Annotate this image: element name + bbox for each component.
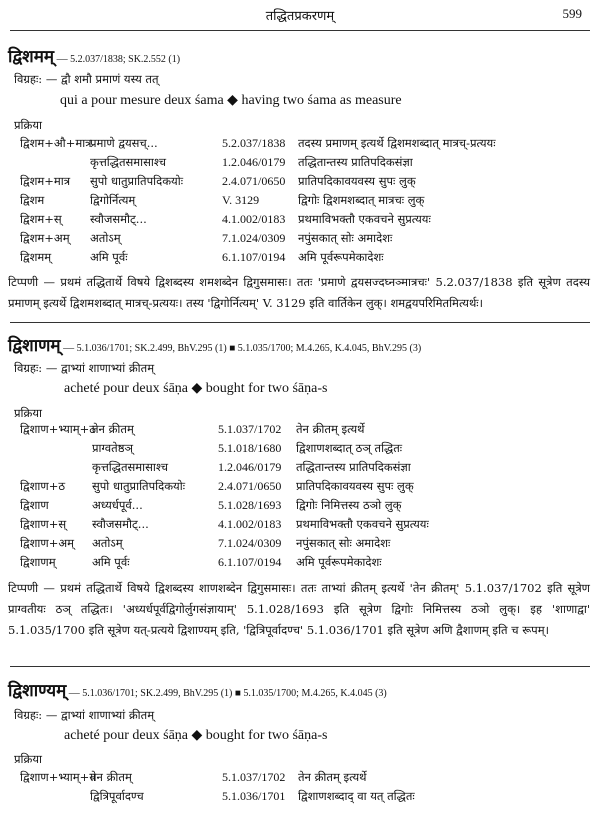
source-refs: 5.1.036/1701; SK.2.499, BhV.295 (1) ■ 5.1.035/1700; M.4.265, K.4.045, BhV.295 (3): [76, 343, 422, 354]
sutra-text: अतोऽम्: [92, 536, 123, 550]
prakriya-label: प्रक्रिया: [14, 118, 43, 132]
sutra-text: अतोऽम्: [90, 231, 121, 245]
entry-separator: [10, 322, 590, 323]
source-refs: 5.1.036/1701; SK.2.499, BhV.295 (1) ■ 5.1.035/1700; M.4.265, K.4.045 (3): [82, 688, 387, 699]
sutra-number: V. 3129: [222, 193, 260, 207]
sutra-number: 4.1.002/0183: [218, 517, 282, 531]
sutra-text: कृत्तद्धितसमासाश्च: [92, 460, 169, 474]
operation-note: तदस्य प्रमाणम् इत्यर्थे द्विशमशब्दात् मात्रच्-प्रत्ययः: [298, 136, 496, 150]
vigraha-line: विग्रहः: — द्वौ शमौ प्रमाणं यस्य तत्: [14, 72, 159, 86]
sutra-number: 4.1.002/0183: [222, 212, 286, 226]
operation-note: द्विगोः निमित्तस्य ठञो लुक्: [296, 498, 402, 512]
sutra-number: 7.1.024/0309: [218, 536, 282, 550]
sutra-number: 1.2.046/0179: [222, 155, 286, 169]
operation-note: अमि पूर्वरूपमेकादेशः: [298, 250, 384, 264]
vigraha-line: विग्रहः: — द्वाभ्यां शाणाभ्यां क्रीतम्: [14, 708, 155, 722]
sutra-number: 5.1.018/1680: [218, 441, 282, 455]
vigraha-label: विग्रहः: [14, 708, 39, 722]
derivation-form: द्विशाण+स्: [20, 517, 67, 531]
vigraha-text: — द्वाभ्यां शाणाभ्यां क्रीतम्: [45, 708, 155, 722]
operation-note: नपुंसकात् सोः अमादेशः: [298, 231, 393, 245]
header-rule: [10, 30, 590, 31]
headword: द्विशाणम्: [8, 336, 61, 356]
operation-note: तेन क्रीतम् इत्यर्थे: [296, 422, 365, 436]
sutra-number: 5.1.036/1701: [222, 789, 286, 803]
meaning-line: acheté pour deux śāṇa ◆ bought for two śāṇa-s: [64, 381, 328, 396]
sutra-text: अमि पूर्वः: [90, 250, 128, 264]
entry-heading: [8, 44, 180, 67]
sutra-text: द्वित्रिपूर्वादण्च: [90, 789, 144, 803]
sutra-text: तेन क्रीतम्: [92, 422, 134, 436]
operation-note: प्रथमाविभक्तौ एकवचने सुप्रत्ययः: [296, 517, 429, 531]
entry-separator: [10, 666, 590, 667]
note-paragraph: टिप्पणी — प्रथमं तद्धितार्थे विषये द्विशब्दस्य शमशब्देन द्विगुसमासः। ततः 'प्रमाणे द्वयसज्दघ्नञ्मात्रचः' 5.2.037/1838 इति सूत्रेण तदस्य प्रमाणम् इत्यर्थे द्विशमशब्दात् मात्रच्-प्रत्ययः। तस्य 'द्विगोर्नित्यम्' V. 3129 इति वार्तिकेन लुक्। शमद्वयपरिमितमित्यर्थः।: [8, 275, 590, 310]
operation-note: प्रातिपदिकावयवस्य सुपः लुक्: [298, 174, 416, 188]
sutra-text: कृत्तद्धितसमासाश्च: [90, 155, 167, 169]
operation-note: प्रथमाविभक्तौ एकवचने सुप्रत्ययः: [298, 212, 431, 226]
derivation-form: द्विशाण+अम्: [20, 536, 75, 550]
sutra-text: स्वौजसमौट्...: [92, 517, 149, 531]
meaning-line: qui a pour mesure deux śama ◆ having two śama as measure: [60, 93, 402, 108]
note-paragraph: टिप्पणी — प्रथमं तद्धितार्थे विषये द्विशब्दस्य शाणशब्देन द्विगुसमासः। ततः ताभ्यां क्रीतम् इत्यर्थे 'तेन क्रीतम्' 5.1.037/1702 इति सूत्रेण प्राग्वतीयः ठञ् तद्धितः। 'अध्यर्धपूर्वद्विगोर्लुगसंज्ञायाम्' 5.1.028/1693 इति सूत्रेण द्विगोः निमित्तस्य ठञो लुक्। इह 'शाणाद्वा' 5.1.035/1700 इति सूत्रेण यत्-प्रत्यये द्विशाण्यम् इति, 'द्वित्रिपूर्वादण्च' 5.1.036/1701 इति सूत्रेण अणि द्वैशाणम् इति च रूपम्।: [8, 581, 590, 637]
vigraha-line: विग्रहः: — द्वाभ्यां शाणाभ्यां क्रीतम्: [14, 361, 155, 375]
sutra-number: 1.2.046/0179: [218, 460, 282, 474]
derivation-form: द्विशम+अम्: [20, 231, 70, 245]
operation-note: द्विशाणशब्दात् ठञ् तद्धितः: [296, 441, 403, 455]
sutra-text: अध्यर्धपूर्व...: [92, 498, 143, 512]
meaning-line: acheté pour deux śāṇa ◆ bought for two śāṇa-s: [64, 728, 328, 743]
vigraha-label: विग्रहः: [14, 72, 39, 86]
sutra-text: सुपो धातुप्रातिपदिकयोः: [92, 479, 186, 493]
sutra-text: प्राग्वतेष्ठञ्: [92, 441, 134, 455]
sutra-number: 2.4.071/0650: [218, 479, 282, 493]
derivation-form: द्विशाणम्: [20, 555, 56, 569]
sutra-number: 5.1.037/1702: [222, 770, 286, 784]
vigraha-label: विग्रहः: [14, 361, 39, 375]
entry-heading: [8, 333, 421, 356]
operation-note: नपुंसकात् सोः अमादेशः: [296, 536, 391, 550]
page-number: 599: [562, 6, 582, 21]
vigraha-text: — द्वाभ्यां शाणाभ्यां क्रीतम्: [45, 361, 155, 375]
derivation-form: द्विशम+मात्र: [20, 174, 71, 188]
sutra-number: 6.1.107/0194: [222, 250, 286, 264]
derivation-form: द्विशम+स्: [20, 212, 62, 226]
sutra-text: अमि पूर्वः: [92, 555, 130, 569]
em-dash: —: [68, 687, 80, 699]
sutra-text: सुपो धातुप्रातिपदिकयोः: [90, 174, 184, 188]
operation-note: द्विगोः द्विशमशब्दात् मात्रचः लुक्: [298, 193, 425, 207]
derivation-form: द्विशम+औ+मात्र: [20, 136, 92, 150]
source-refs: 5.2.037/1838; SK.2.552 (1): [70, 54, 181, 65]
sutra-number: 6.1.107/0194: [218, 555, 282, 569]
vigraha-text: — द्वौ शमौ प्रमाणं यस्य तत्: [45, 72, 159, 86]
operation-note: तेन क्रीतम् इत्यर्थे: [298, 770, 367, 784]
operation-note: द्विशाणशब्दाद् वा यत् तद्धितः: [298, 789, 415, 803]
operation-note: तद्धितान्तस्य प्रातिपदिकसंज्ञा: [296, 460, 411, 474]
running-header-title: तद्धितप्रकरणम्: [265, 9, 335, 24]
sutra-number: 7.1.024/0309: [222, 231, 286, 245]
sutra-text: प्रमाणे द्वयसच्...: [90, 136, 158, 150]
operation-note: तद्धितान्तस्य प्रातिपदिकसंज्ञा: [298, 155, 413, 169]
prakriya-label: प्रक्रिया: [14, 406, 43, 420]
derivation-form: द्विशम: [20, 193, 45, 207]
em-dash: —: [63, 342, 75, 354]
sutra-number: 5.2.037/1838: [222, 136, 286, 150]
prakriya-label: प्रक्रिया: [14, 752, 43, 766]
derivation-form: द्विशाण+ठ: [20, 479, 66, 493]
derivation-form: द्विशाण+भ्याम्+ठ: [20, 422, 96, 436]
headword: द्विशाण्यम्: [8, 681, 67, 701]
operation-note: प्रातिपदिकावयवस्य सुपः लुक्: [296, 479, 414, 493]
em-dash: —: [56, 53, 68, 65]
sutra-text: तेन क्रीतम्: [90, 770, 132, 784]
operation-note: अमि पूर्वरूपमेकादेशः: [296, 555, 382, 569]
sutra-number: 2.4.071/0650: [222, 174, 286, 188]
sutra-text: द्विगोर्नित्यम्: [90, 193, 136, 207]
entry-heading: [8, 678, 387, 701]
headword: द्विशमम्: [8, 47, 55, 67]
sutra-number: 5.1.037/1702: [218, 422, 282, 436]
derivation-form: द्विशाण: [20, 498, 49, 512]
derivation-form: द्विशमम्: [20, 250, 52, 264]
sutra-text: स्वौजसमौट्...: [90, 212, 147, 226]
sutra-number: 5.1.028/1693: [218, 498, 282, 512]
derivation-form: द्विशाण+भ्याम्+य: [20, 770, 96, 784]
